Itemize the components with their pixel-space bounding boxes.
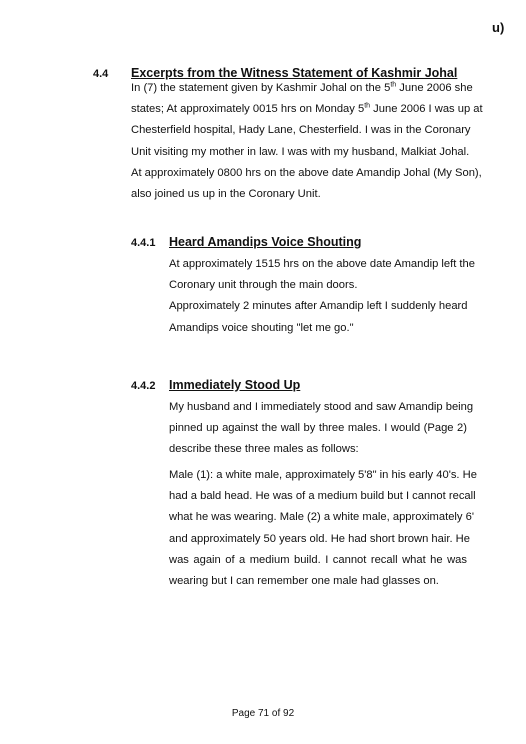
paragraph-line: Coronary unit through the main doors. (169, 279, 358, 292)
paragraph-line: Unit visiting my mother in law. I was with my husband, Malkiat Johal. (131, 145, 470, 158)
paragraph-line: describe these three males as follows: (169, 443, 359, 456)
paragraph-line: Chesterfield hospital, Hady Lane, Chesterfield. I was in the Coronary (131, 124, 471, 137)
paragraph-line: and approximately 50 years old. He had short brown hair. He (169, 532, 470, 545)
paragraph-line: My husband and I immediately stood and saw Amandip being (169, 401, 474, 413)
section-heading-4-4-2: Immediately Stood Up (169, 378, 301, 392)
paragraph-line: At approximately 0800 hrs on the above date Amandip Johal (My Son), (131, 166, 482, 179)
paragraph-line: At approximately 1515 hrs on the above date Amandip left the (169, 258, 475, 270)
section-4-4-paragraph (131, 78, 483, 205)
paragraph-line: what he was wearing. Male (2) a white male, approximately 6' (169, 511, 474, 524)
section-number-4-4: 4.4 (93, 68, 109, 80)
page-corner-mark: u) (492, 20, 505, 35)
paragraph-line: was again of a medium build. I cannot recall what he was (169, 553, 467, 566)
paragraph-line: had a bald head. He was of a medium build but I cannot recall (169, 490, 476, 503)
section-number-4-4-2: 4.4.2 (131, 380, 156, 392)
paragraph-line: states; At approximately 0015 hrs on Monday 5th June 2006 I was up at (131, 102, 483, 116)
section-4-4-2-paragraph-1 (169, 397, 474, 461)
section-heading-4-4: Excerpts from the Witness Statement of Kashmir Johal (131, 66, 458, 80)
page-number-footer: Page 71 of 92 (231, 708, 295, 719)
section-number-4-4-1: 4.4.1 (131, 237, 156, 249)
section-heading-4-4-1: Heard Amandips Voice Shouting (169, 235, 362, 249)
paragraph-line: In (7) the statement given by Kashmir Johal on the 5th June 2006 she (131, 81, 473, 94)
paragraph-line: Male (1): a white male, approximately 5'8" in his early 40's. He (169, 469, 477, 481)
section-4-4-2-paragraph-2 (169, 465, 477, 592)
paragraph-line: Approximately 2 minutes after Amandip left I suddenly heard (169, 300, 468, 313)
section-4-4-1-paragraph (169, 254, 475, 339)
paragraph-line: Amandips voice shouting "let me go." (169, 321, 354, 334)
paragraph-line: also joined us up in the Coronary Unit. (131, 188, 321, 201)
paragraph-line: wearing but I can remember one male had glasses on. (169, 575, 439, 588)
paragraph-line: pinned up against the wall by three males. I would (Page 2) (169, 422, 467, 435)
